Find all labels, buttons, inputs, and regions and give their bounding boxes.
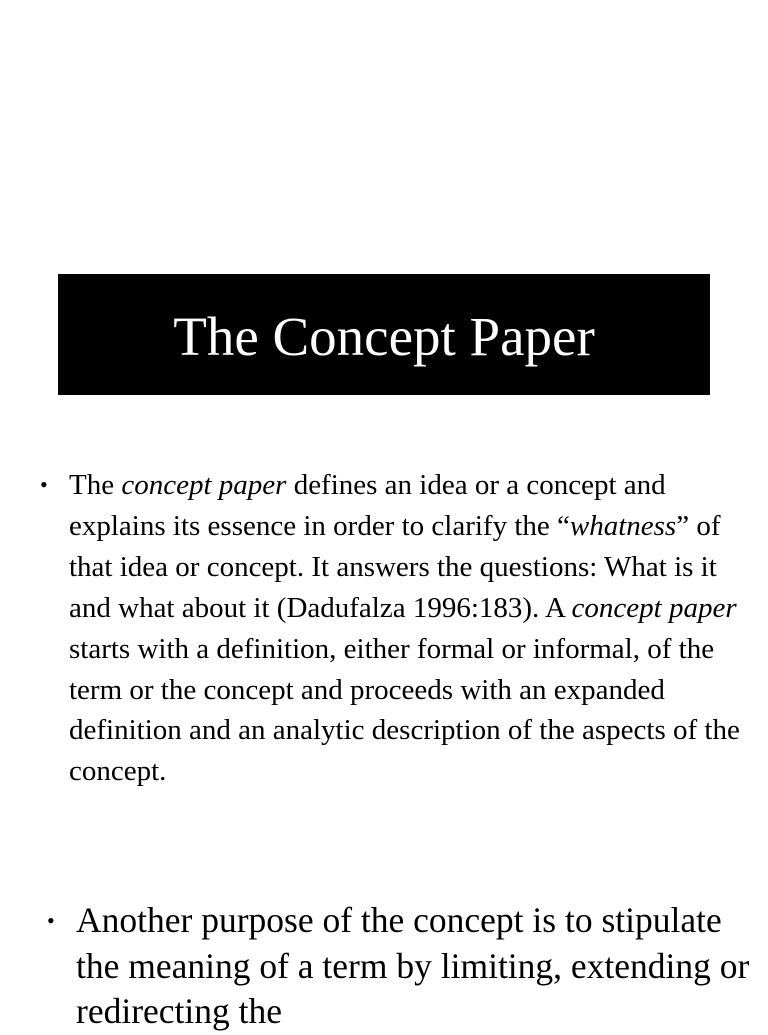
text-segment: starts with a definition, either formal or informal, of the term or the concept and proceeds with an expanded definition and an analytic description of the aspects of the concept. <box>69 632 740 788</box>
slide-title: The Concept Paper <box>173 306 595 367</box>
text-segment: ” of that idea or concept. It answers the questions: What is it and what about it (Dadufalza 1996:183). A <box>69 509 721 624</box>
italic-term-concept-paper: concept paper <box>571 591 737 624</box>
bullet-dot-1: • <box>40 472 48 497</box>
text-segment: defines an idea or a concept and explains its essence in order to clarify the “ <box>69 469 666 542</box>
bullet-text-2 <box>76 898 756 1035</box>
title-banner <box>58 274 710 395</box>
text-segment: The <box>69 469 122 501</box>
bullet-text-1 <box>69 465 749 792</box>
bullet-paragraph-1 <box>69 465 749 792</box>
italic-term-whatness: whatness <box>569 509 677 542</box>
bullet-dot-2: • <box>47 908 55 933</box>
italic-term-concept-paper: concept paper <box>121 469 287 501</box>
bullet-paragraph-2 <box>76 898 756 1035</box>
text-segment: Another purpose of the concept is to stipulate the meaning of a term by limiting, extending or redirecting the <box>76 900 750 1031</box>
